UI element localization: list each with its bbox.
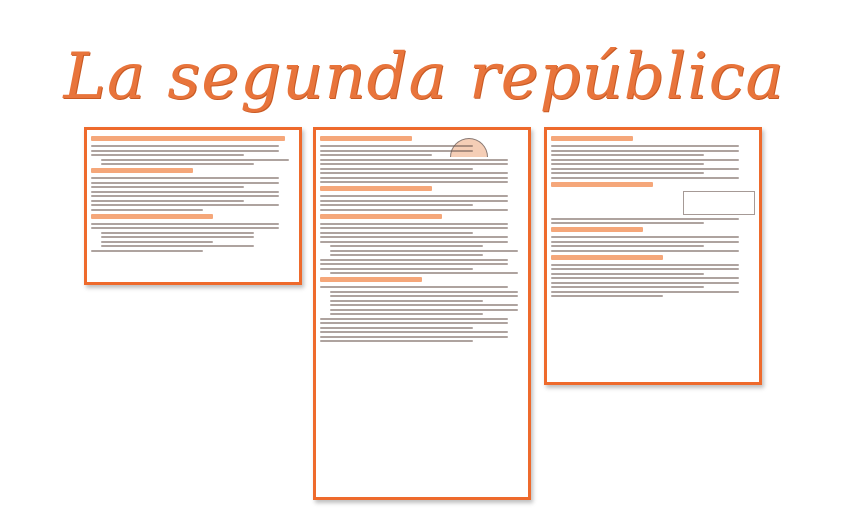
notes-sheet-3 (544, 127, 762, 385)
page-title: La segunda república (63, 40, 785, 114)
sheet-2-handwriting (320, 133, 524, 494)
notes-sheet-1 (84, 127, 302, 285)
sheet-3-handwriting (551, 133, 755, 379)
sheet-1-handwriting (91, 133, 295, 279)
notes-sheet-2 (313, 127, 531, 500)
note-box (683, 191, 755, 215)
